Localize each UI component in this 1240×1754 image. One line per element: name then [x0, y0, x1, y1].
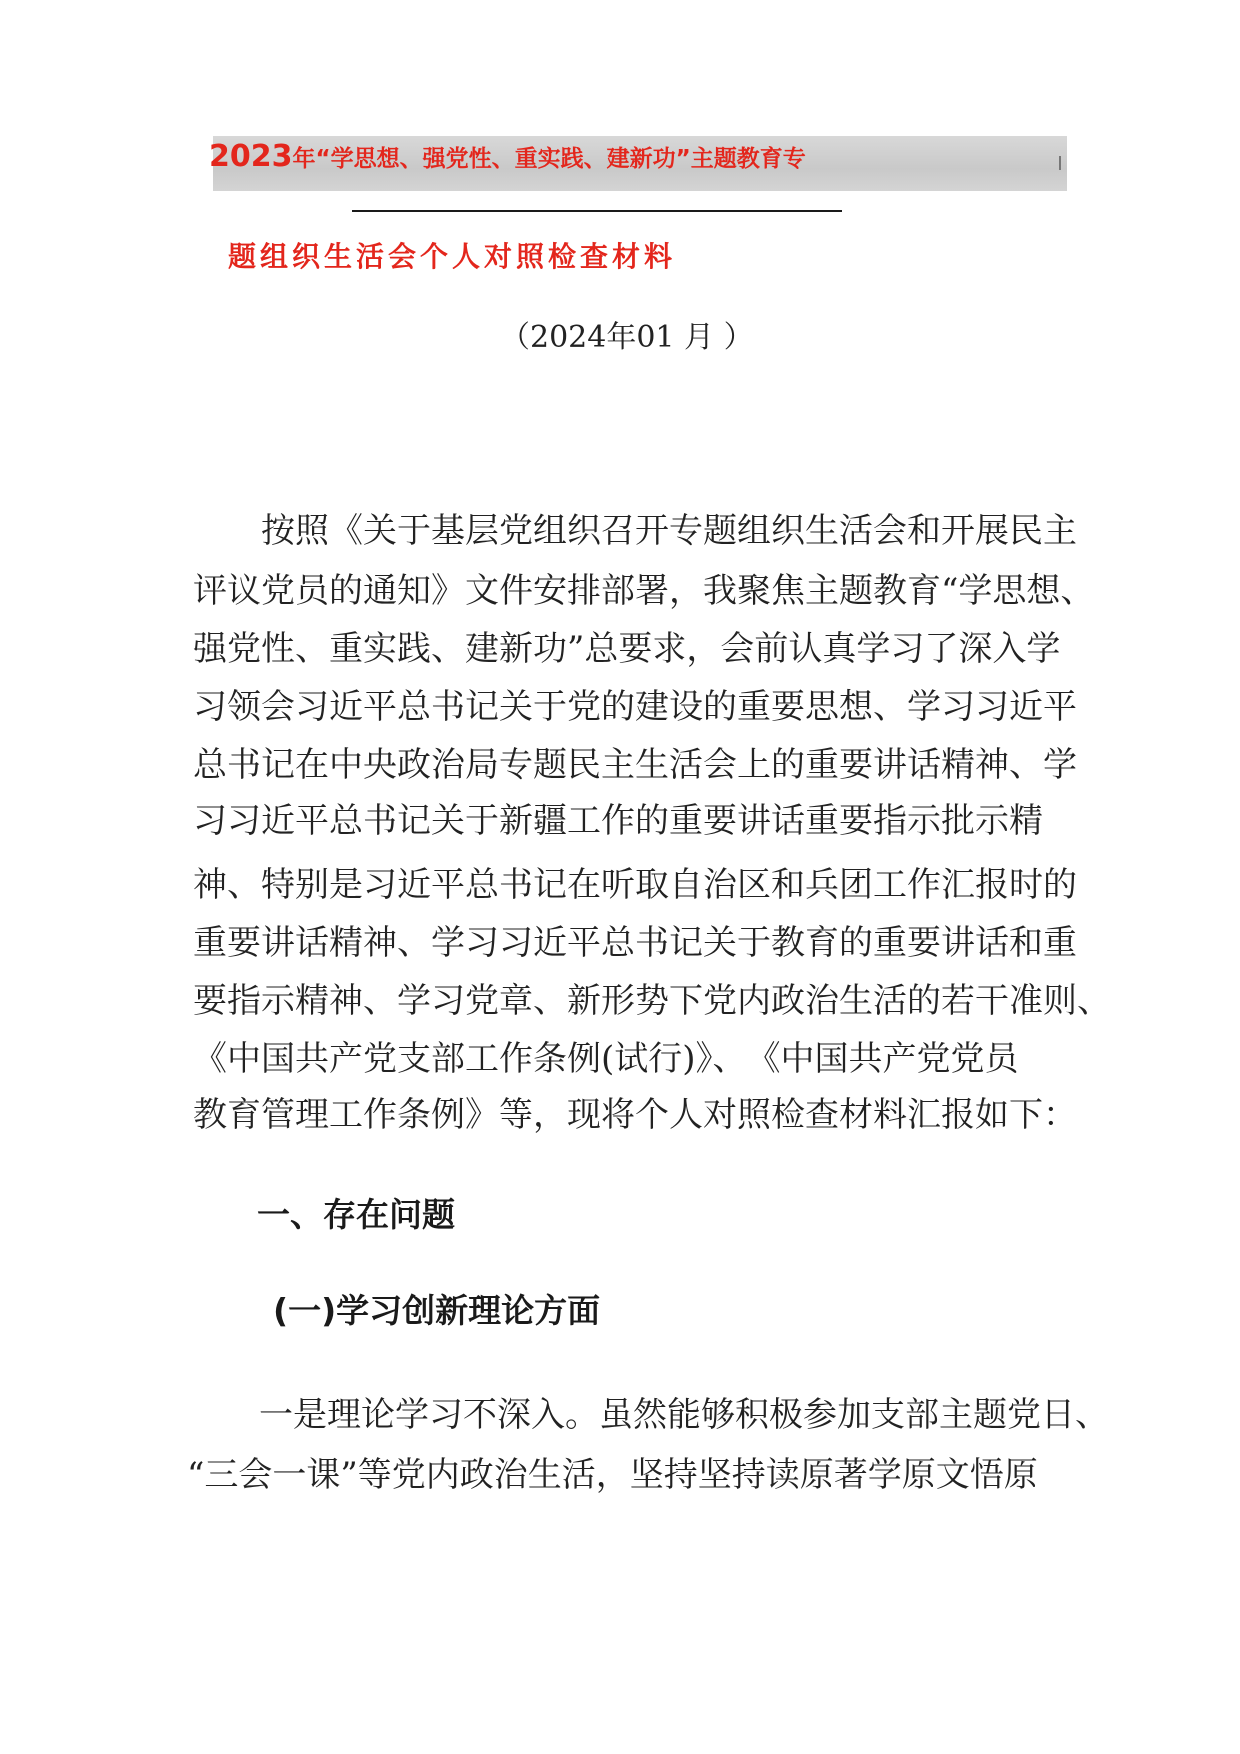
paragraph-line: 总书记在中央政治局专题民主生活会上的重要讲话精神、学: [193, 745, 1077, 785]
subsection-heading: (一)学习创新理论方面: [273, 1291, 601, 1330]
document-title: [209, 138, 1049, 178]
banner-edge-mark: [1059, 156, 1061, 170]
paragraph-line: 神、特别是习近平总书记在听取自治区和兵团工作汇报时的: [193, 865, 1077, 905]
paragraph-line: 重要讲话精神、学习习近平总书记关于教育的重要讲话和重: [193, 923, 1077, 963]
title-continuation-text: 题组织生活会个人对照检查材料: [228, 240, 677, 273]
paragraph-line: 按照《关于基层党组织召开专题组织生活会和开展民主: [261, 511, 1077, 551]
header-divider: [352, 210, 842, 212]
paragraph-line: 强党性、重实践、建新功”总要求，会前认真学习了深入学: [193, 629, 1061, 669]
paragraph-line: 评议党员的通知》文件安排部署，我聚焦主题教育“学思想、: [193, 571, 1095, 611]
paragraph-line: 教育管理工作条例》等，现将个人对照检查材料汇报如下：: [193, 1095, 1077, 1135]
section-heading: 一、存在问题: [257, 1195, 455, 1234]
paragraph-line: “三会一课”等党内政治生活，坚持坚持读原著学原文悟原: [187, 1455, 1038, 1495]
paragraph-line: 一是理论学习不深入。虽然能够积极参加支部主题党日、: [259, 1395, 1109, 1435]
document-body: [187, 503, 1111, 1503]
title-year: 2023: [209, 139, 293, 174]
paragraph-line: 习习近平总书记关于新疆工作的重要讲话重要指示批示精: [193, 801, 1043, 841]
paragraph-line: 要指示精神、学习党章、新形势下党内政治生活的若干准则、: [193, 981, 1111, 1021]
title-text: 年“学思想、强党性、重实践、建新功”主题教育专: [292, 146, 806, 172]
title-continuation-clipped: [228, 233, 677, 273]
paragraph-line: 《中国共产党支部工作条例(试行)》、 《中国共产党党员: [193, 1039, 1019, 1079]
document-date: （2024年01 月 ）: [500, 320, 754, 355]
paragraph-line: 习领会习近平总书记关于党的建设的重要思想、学习习近平: [193, 687, 1077, 727]
